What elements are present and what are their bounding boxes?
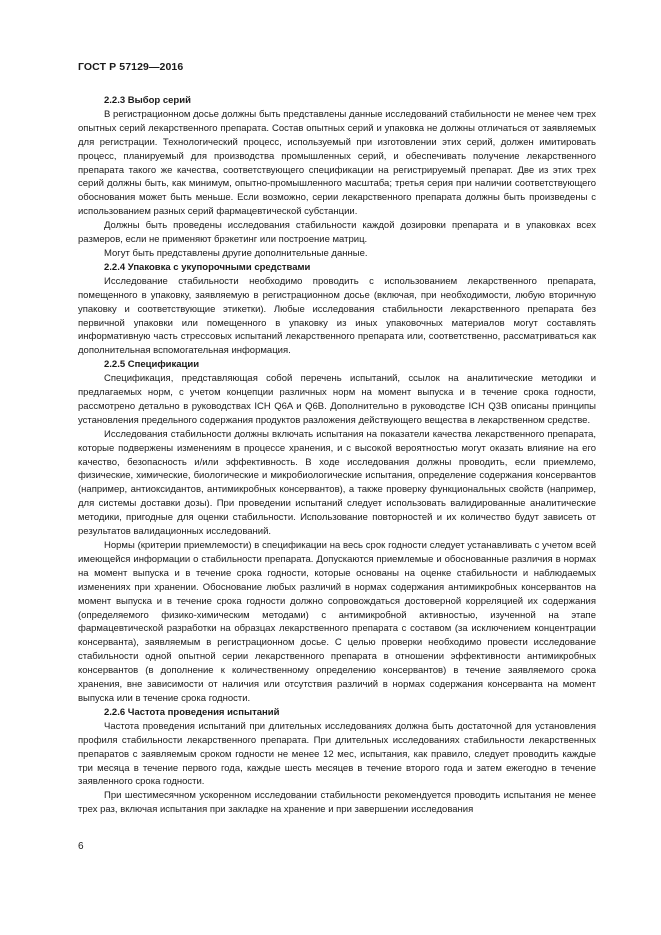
paragraph: Исследование стабильности необходимо проводить с использованием лекарственного препарата, помещенного в упаковку, заявляемую в регистрационном досье (включая, при необходимости, любую вторичную упаковку и соответствующие этикетки). Любые исследования стабильности лекарственного препарата без первичной упаковки или помещенного в упаковку из иных упаковочных материалов могут составлять информативную часть стрессовых испытаний лекарственного препарата или, соответственно, рассматриваться как дополнительная вспомогательная информация. — [78, 275, 596, 357]
section-2-2-3 — [78, 94, 596, 261]
section-2-2-5 — [78, 358, 596, 706]
paragraph: Должны быть проведены исследования стабильности каждой дозировки препарата и в упаковках всех размеров, если не применяют брэкетинг или построение матриц. — [78, 220, 596, 246]
paragraph: Частота проведения испытаний при длительных исследованиях должна быть достаточной для установления профиля стабильности лекарственного препарата. При длительных исследованиях стабильности лекарственных препаратов с заявляемым сроком годности не менее 12 мес, испытания, как правило, следует проводить каждые три месяца в течение первого года, каждые шесть месяцев в течение второго года и затем ежегодно в течение заявленного срока годности. — [78, 720, 596, 788]
section-heading: 2.2.6 Частота проведения испытаний — [104, 706, 280, 718]
paragraph: Могут быть представлены другие дополнительные данные. — [104, 247, 368, 259]
section-heading: 2.2.3 Выбор серий — [104, 95, 191, 106]
page-number: 6 — [78, 841, 84, 852]
paragraph: Спецификация, представляющая собой перечень испытаний, ссылок на аналитические методики и предлагаемых норм, с учетом концепции различных норм на момент выпуска и в течение срока годности, рассмотрено детально в руководствах ICH Q6A и Q6B. Дополнительно в руководстве ICH Q3B описаны принципы установления предельного содержания продуктов разложения действующего вещества в лекарственном средстве. — [78, 373, 596, 426]
paragraph: При шестимесячном ускоренном исследовании стабильности рекомендуется проводить испытания не менее трех раз, включая испытания при закладке на хранение и при завершении исследования — [78, 790, 596, 816]
section-heading: 2.2.4 Упаковка с укупорочными средствами — [104, 261, 311, 273]
paragraph: Нормы (критерии приемлемости) в спецификации на весь срок годности следует устанавливать с учетом всей имеющейся информации о стабильности препарата. Допускаются приемлемые и обоснованные различия в нормах на момент выпуска и в течение срока годности, которые основаны на оценке стабильности и наблюдаемых изменениях при хранении. Обоснование любых различий в нормах содержания антимикробных консервантов на момент выпуска и в течение срока годности должно сопровождаться достоверной корреляцией их содержания (определяемого физико-химическим методами) с антимикробной активностью, изученной на этапе фармацевтической разработки на образцах лекарственного препарата с составом (за исключением концентрации консерванта), заявляемым в регистрационном досье. С целью проверки необходимо провести исследование стабильности одной опытной серии лекарственного препарата в отношении эффективности антимикробных консервантов (в дополнение к количественному определению консервантов) в течение заявляемого срока хранения, вне зависимости от наличия или отсутствия различий в нормах содержания консерванта на момент выпуска или в течение срока годности. — [78, 540, 596, 704]
section-2-2-4 — [78, 261, 596, 358]
section-2-2-6 — [78, 706, 596, 817]
paragraph: Исследования стабильности должны включать испытания на показатели качества лекарственного препарата, которые подвержены изменениям в процессе хранения, и с высокой вероятностью могут оказать влияние на его качество, безопасность и/или эффективность. В ходе исследования должны проводить, если приемлемо, физические, химические, биологические и микробиологические испытания, определение содержания консервантов (например, антиоксидантов, антимикробных консервантов), а также проверку функциональных свойств (например, для системы доставки дозы). При проведении испытаний следует использовать валидированные аналитические методики, пригодные для оценки стабильности. Использование повторностей и их количество будут зависеть от результатов валидационных исследований. — [78, 428, 596, 538]
paragraph: В регистрационном досье должны быть представлены данные исследований стабильности не менее чем трех опытных серий лекарственного препарата. Состав опытных серий и упаковка не должны отличаться от заявляемых для регистрации. Технологический процесс, используемый при изготовлении этих серий, должен имитировать процесс, планируемый для производства промышленных серий, и обеспечивать получение лекарственного препарата такого же качества, соответствующего спецификации на регистрируемый препарат. Две из этих трех серий должны быть, как минимум, опытно-промышленного масштаба; третья серия при наличии соответствующего обоснования может быть меньше. Если возможно, серии лекарственного препарата должны быть произведены с использованием разных серий фармацевтической субстанции. — [78, 108, 596, 218]
section-heading: 2.2.5 Спецификации — [104, 359, 200, 371]
document-header: ГОСТ Р 57129—2016 — [78, 61, 184, 73]
document-body — [78, 94, 596, 817]
